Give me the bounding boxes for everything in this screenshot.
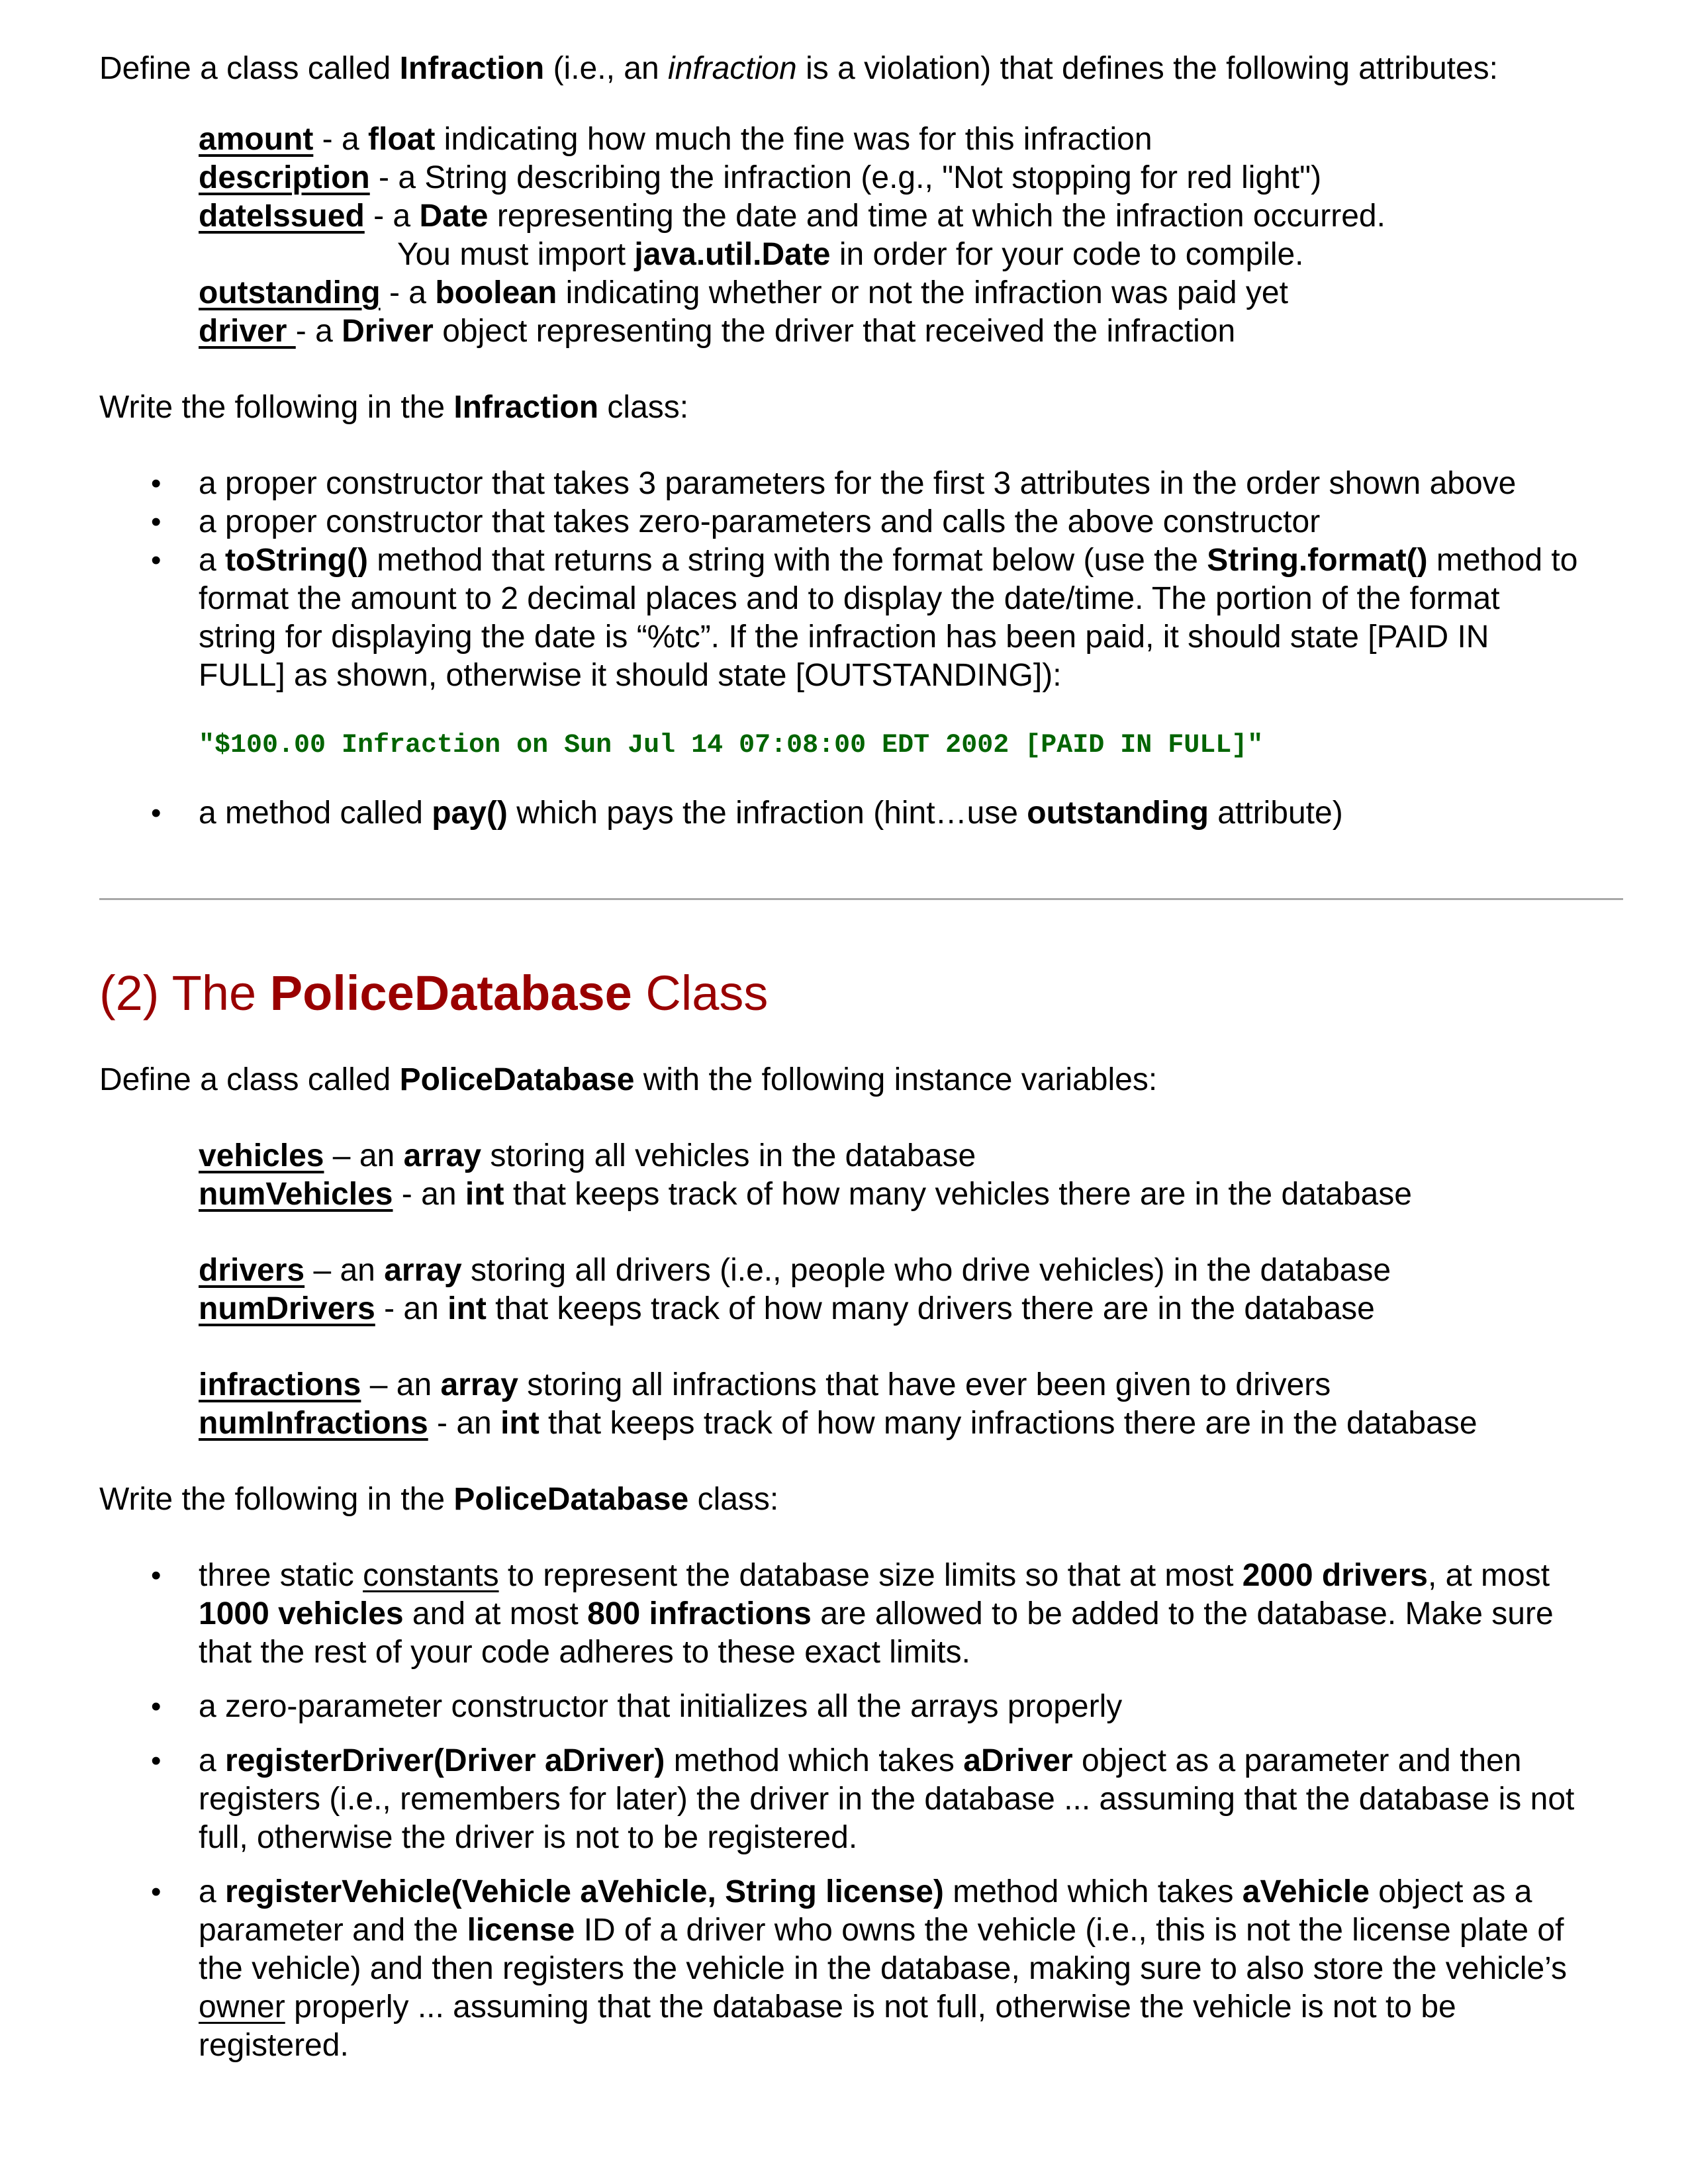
attribute-name: outstanding	[199, 275, 381, 310]
variable-vehicles	[199, 1137, 976, 1175]
variable-name: numInfractions	[199, 1406, 428, 1441]
attribute-driver	[199, 312, 1235, 351]
paragraph-text: with the following instance variables:	[634, 1062, 1158, 1097]
list-item-register-vehicle-line2	[199, 1911, 1564, 1950]
item-underlined: constants	[363, 1558, 499, 1593]
item-text: to represent the database size limits so that at most	[498, 1558, 1243, 1593]
variable-num-infractions	[199, 1404, 1477, 1443]
method-name: registerVehicle(Vehicle aVehicle, String license)	[225, 1874, 944, 1909]
bullet-icon: •	[151, 1876, 162, 1908]
heading-text: (2) The	[99, 966, 270, 1021]
item-text: method which takes	[943, 1874, 1243, 1909]
note-text: in order for your code to compile.	[830, 237, 1304, 272]
item-text: a	[199, 543, 226, 578]
variable-text: that keeps track of how many infractions there are in the database	[539, 1406, 1477, 1441]
bullet-icon: •	[151, 1559, 162, 1592]
variable-text: that keeps track of how many vehicles there are in the database	[504, 1177, 1412, 1212]
attribute-name: dateIssued	[199, 199, 365, 234]
list-item-constructor-3: a proper constructor that takes 3 parameters for the first 3 attributes in the order shown above	[199, 466, 1517, 501]
attribute-type: Date	[419, 199, 489, 234]
item-text: object as a parameter and then	[1072, 1743, 1522, 1778]
intro-text: (i.e., an	[544, 51, 668, 86]
list-item-zero-constructor: a zero-parameter constructor that initializes all the arrays properly	[199, 1689, 1123, 1724]
variable-text: that keeps track of how many drivers there are in the database	[486, 1291, 1375, 1326]
variable-text: storing all infractions that have ever been given to drivers	[518, 1367, 1331, 1402]
intro-emphasis: infraction	[667, 51, 797, 86]
method-name: String.format()	[1207, 543, 1428, 578]
item-text: method to	[1427, 543, 1578, 578]
intro-text: is a violation) that defines the following attributes:	[796, 51, 1499, 86]
attribute-type: Driver	[342, 314, 434, 349]
variable-name: vehicles	[199, 1138, 324, 1173]
list-item-register-driver-line2: registers (i.e., remembers for later) the driver in the database ... assuming that the database is not	[199, 1782, 1575, 1817]
variable-name: drivers	[199, 1253, 305, 1288]
intro-paragraph	[99, 50, 1498, 88]
attribute-description	[199, 159, 1321, 197]
item-text: and at most	[403, 1596, 588, 1631]
item-text: , at most	[1428, 1558, 1550, 1593]
attribute-outstanding	[199, 274, 1288, 312]
variable-infractions	[199, 1366, 1331, 1404]
intro-text: Define a class called	[99, 51, 400, 86]
write-pd-paragraph	[99, 1480, 778, 1519]
paragraph-text: Write the following in the	[99, 390, 454, 425]
attribute-ref: outstanding	[1027, 796, 1209, 831]
item-underlined: owner	[199, 1989, 285, 2025]
item-text: a method called	[199, 796, 432, 831]
class-name: PoliceDatabase	[453, 1482, 689, 1517]
item-text: object as a	[1369, 1874, 1532, 1909]
intro-class-name: Infraction	[399, 51, 545, 86]
write-infraction-paragraph	[99, 388, 688, 427]
variable-name: numDrivers	[199, 1291, 375, 1326]
variable-name: numVehicles	[199, 1177, 393, 1212]
item-text: ID of a driver who owns the vehicle (i.e., this is not the license plate of	[575, 1913, 1564, 1948]
list-item-tostring-line1	[199, 541, 1577, 580]
item-text: three static	[199, 1558, 363, 1593]
attribute-date-issued	[199, 197, 1385, 236]
paragraph-text: Define a class called	[99, 1062, 400, 1097]
attribute-text: - a	[380, 275, 436, 310]
variable-text: – an	[305, 1253, 385, 1288]
attribute-text: - a	[313, 122, 369, 157]
attribute-text: - a	[364, 199, 420, 234]
list-item-register-vehicle-line1	[199, 1873, 1532, 1911]
variable-type: array	[440, 1367, 518, 1402]
bullet-icon: •	[151, 1745, 162, 1777]
heading-class-name: PoliceDatabase	[269, 966, 632, 1021]
item-bold: 800 infractions	[587, 1596, 812, 1631]
note-import: java.util.Date	[634, 237, 831, 272]
variable-text: – an	[324, 1138, 404, 1173]
variable-text: - an	[375, 1291, 448, 1326]
param-name: aDriver	[963, 1743, 1073, 1778]
list-item-register-vehicle-line3: the vehicle) and then registers the vehicle in the database, making sure to also store the vehicle’s	[199, 1951, 1567, 1986]
attribute-text: - a String describing the infraction (e.g., "Not stopping for red light")	[369, 160, 1322, 195]
list-item-tostring-line3: string for displaying the date is “%tc”. If the infraction has been paid, it should state [PAID IN	[199, 619, 1489, 655]
code-example: "$100.00 Infraction on Sun Jul 14 07:08:00 EDT 2002 [PAID IN FULL]"	[199, 731, 1264, 760]
item-text: are allowed to be added to the database. Make sure	[811, 1596, 1554, 1631]
attribute-text: indicating whether or not the infraction was paid yet	[557, 275, 1288, 310]
bullet-icon: •	[151, 797, 162, 829]
attribute-text: - a	[295, 314, 342, 349]
variable-name: infractions	[199, 1367, 361, 1402]
item-bold: 1000 vehicles	[199, 1596, 404, 1631]
attribute-text: representing the date and time at which the infraction occurred.	[488, 199, 1385, 234]
paragraph-text: Write the following in the	[99, 1482, 454, 1517]
class-name: PoliceDatabase	[399, 1062, 635, 1097]
pd-intro-paragraph	[99, 1061, 1157, 1099]
section-divider	[99, 898, 1623, 900]
list-item-pay	[199, 794, 1343, 833]
item-text: method which takes	[665, 1743, 964, 1778]
bullet-icon: •	[151, 506, 162, 538]
list-item-tostring-line2: format the amount to 2 decimal places and to display the date/time. The portion of the format	[199, 581, 1500, 616]
list-item-constants-line1	[199, 1557, 1550, 1595]
section-heading	[99, 964, 768, 1023]
class-name: Infraction	[453, 390, 599, 425]
item-text: parameter and the	[199, 1913, 467, 1948]
paragraph-text: class:	[688, 1482, 779, 1517]
list-item-register-vehicle-line4	[199, 1988, 1456, 2026]
attribute-name: driver	[199, 314, 296, 349]
attribute-name: amount	[199, 122, 314, 157]
variable-type: int	[465, 1177, 504, 1212]
variable-type: array	[403, 1138, 482, 1173]
variable-text: storing all drivers (i.e., people who drive vehicles) in the database	[461, 1253, 1391, 1288]
variable-text: - an	[393, 1177, 465, 1212]
list-item-register-driver-line3: full, otherwise the driver is not to be registered.	[199, 1820, 858, 1855]
item-text: a	[199, 1743, 226, 1778]
attribute-import-note	[397, 236, 1304, 274]
method-name: registerDriver(Driver aDriver)	[225, 1743, 665, 1778]
param-name: aVehicle	[1242, 1874, 1370, 1909]
method-name: pay()	[432, 796, 508, 831]
paragraph-text: class:	[598, 390, 689, 425]
attribute-amount	[199, 120, 1152, 159]
list-item-constructor-0: a proper constructor that takes zero-parameters and calls the above constructor	[199, 504, 1321, 539]
item-text: method that returns a string with the format below (use the	[367, 543, 1207, 578]
note-text: You must import	[397, 237, 635, 272]
list-item-register-vehicle-line5: registered.	[199, 2028, 349, 2063]
variable-text: storing all vehicles in the database	[481, 1138, 976, 1173]
list-item-constants-line2	[199, 1595, 1554, 1633]
attribute-name: description	[199, 160, 370, 195]
variable-text: - an	[428, 1406, 501, 1441]
attribute-text: object representing the driver that received the infraction	[433, 314, 1236, 349]
attribute-type: boolean	[435, 275, 557, 310]
variable-num-vehicles	[199, 1175, 1412, 1214]
variable-type: int	[447, 1291, 487, 1326]
variable-text: – an	[361, 1367, 441, 1402]
list-item-register-driver-line1	[199, 1742, 1521, 1780]
item-text: which pays the infraction (hint…use	[507, 796, 1027, 831]
bullet-icon: •	[151, 1690, 162, 1723]
attribute-text: indicating how much the fine was for this infraction	[435, 122, 1152, 157]
variable-type: array	[384, 1253, 462, 1288]
attribute-type: float	[368, 122, 436, 157]
param-name: license	[467, 1913, 575, 1948]
item-text: properly ... assuming that the database is not full, otherwise the vehicle is not to be	[285, 1989, 1456, 2025]
variable-drivers	[199, 1251, 1391, 1290]
method-name: toString()	[225, 543, 368, 578]
item-text: a	[199, 1874, 226, 1909]
list-item-constants-line3: that the rest of your code adheres to these exact limits.	[199, 1635, 970, 1670]
variable-num-drivers	[199, 1290, 1375, 1328]
bullet-icon: •	[151, 544, 162, 576]
list-item-tostring-line4: FULL] as shown, otherwise it should state [OUTSTANDING]):	[199, 658, 1062, 693]
bullet-icon: •	[151, 467, 162, 500]
item-text: attribute)	[1208, 796, 1343, 831]
item-bold: 2000 drivers	[1242, 1558, 1428, 1593]
variable-type: int	[500, 1406, 539, 1441]
heading-text: Class	[632, 966, 769, 1021]
